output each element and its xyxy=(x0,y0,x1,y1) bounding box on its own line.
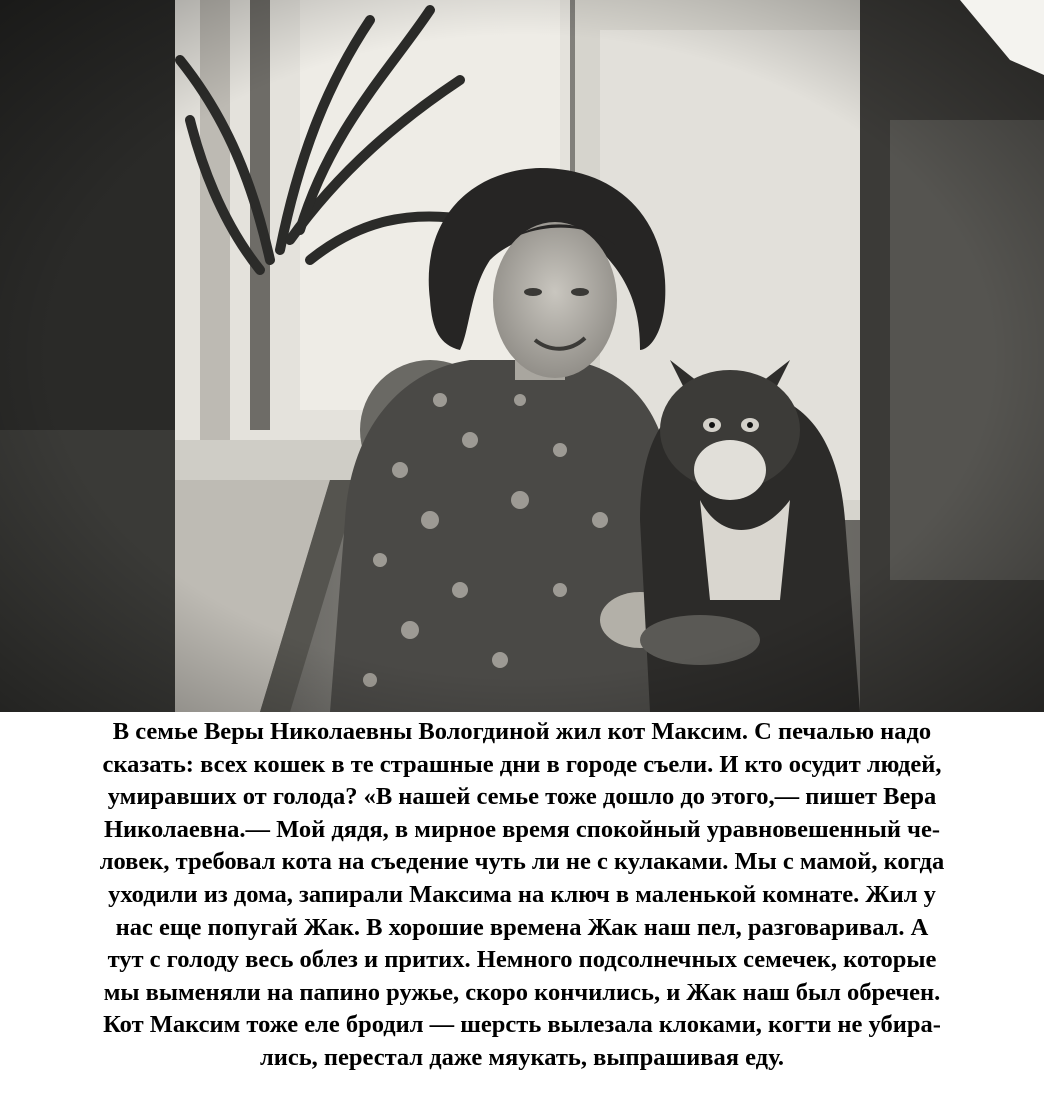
caption-line: Кот Максим тоже еле бродил — шерсть вылезала клоками, когти не убира- xyxy=(103,1011,941,1039)
caption-line: лись, перестал даже мяукать, выпрашивая еду. xyxy=(259,1043,785,1071)
caption-line: умиравших от голода? «В нашей семье тоже дошло до этого,— пишет Вера xyxy=(107,783,937,811)
caption-line: уходили из дома, запирали Максима на ключ в маленькой комнате. Жил у xyxy=(108,880,936,908)
caption-line: В семье Веры Николаевны Вологдиной жил кот Максим. С печалью надо xyxy=(112,718,932,745)
caption-line: нас еще попугай Жак. В хорошие времена Жак наш пел, разговаривал. А xyxy=(115,913,929,941)
caption-line: мы выменяли на папино ружье, скоро кончились, и Жак наш был обречен. xyxy=(103,978,941,1006)
caption-line: тут с голоду весь облез и притих. Немного подсолнечных семечек, которые xyxy=(107,946,937,974)
caption-line: ловек, требовал кота на съедение чуть ли не с кулаками. Мы с мамой, когда xyxy=(99,848,945,876)
caption-line: Николаевна.— Мой дядя, в мирное время спокойный уравновешенный че- xyxy=(103,815,940,843)
caption-text xyxy=(0,712,1044,1109)
caption-line: сказать: всех кошек в те страшные дни в городе съели. И кто осудит людей, xyxy=(102,750,942,778)
